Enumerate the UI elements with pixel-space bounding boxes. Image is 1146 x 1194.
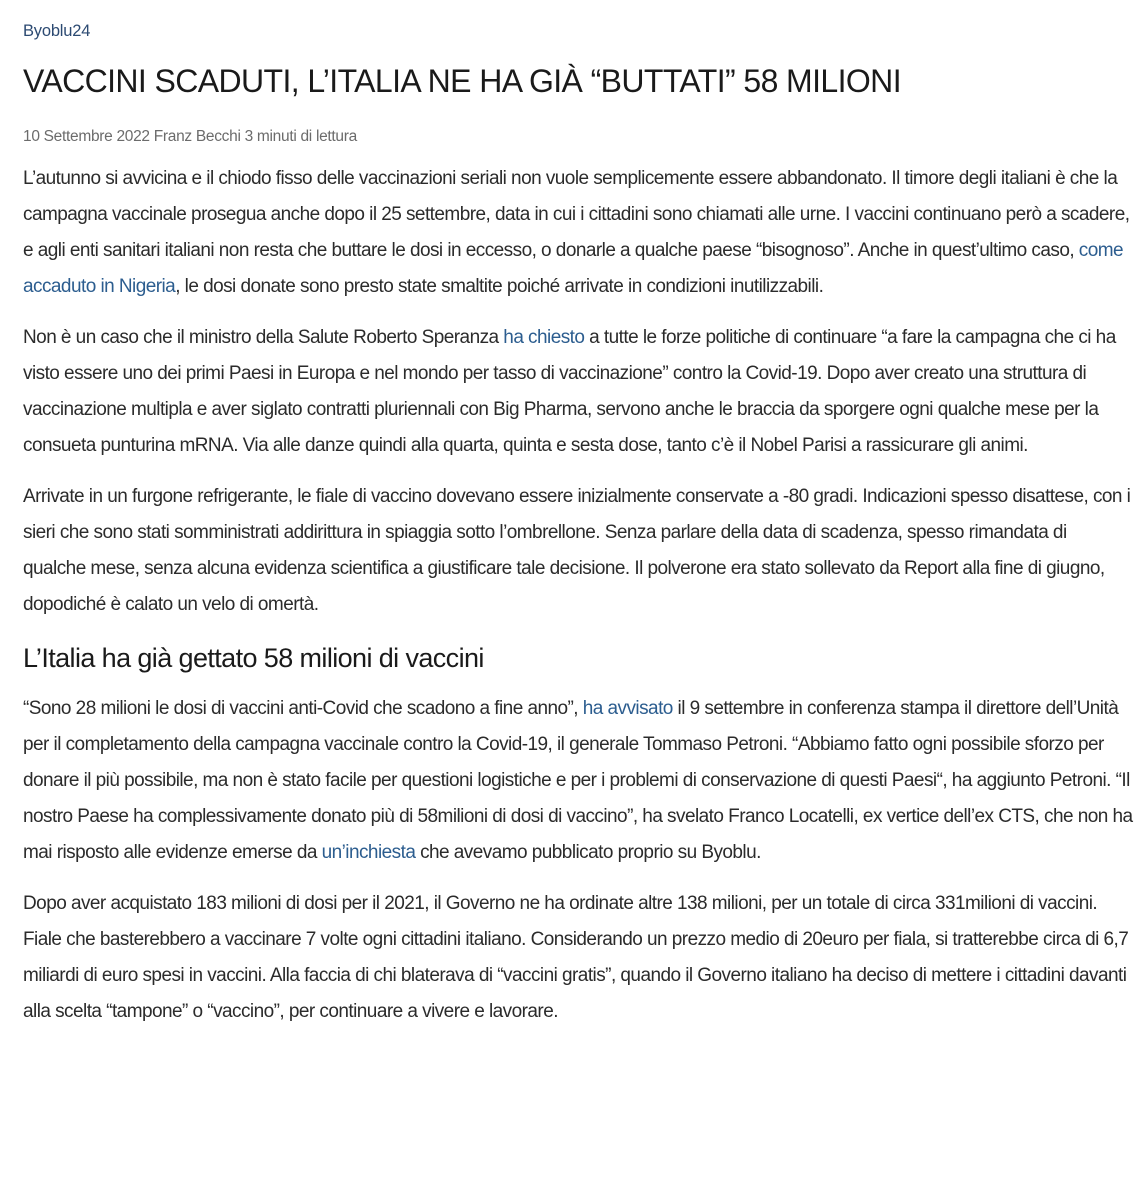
- link-ha-chiesto[interactable]: ha chiesto: [503, 327, 585, 348]
- paragraph-text: L’autunno si avvicina e il chiodo fisso delle vaccinazioni seriali non vuole semplicemente essere abbandonato. Il timore degli italiani è che la campagna vaccinale prosegua anche dopo il 25 settembre, data in cui i cittadini sono chiamati alle urne. I vaccini continuano però a scadere, e agli enti sanitari italiani non resta che buttare le dosi in eccesso, o donarle a qualche paese “bisognoso”. Anche in quest’ultimo caso,: [23, 168, 1130, 261]
- paragraph-4: [23, 691, 1134, 871]
- article-title: VACCINI SCADUTI, L’ITALIA NE HA GIÀ “BUTTATI” 58 MILIONI: [23, 63, 901, 99]
- paragraph-5: Dopo aver acquistato 183 milioni di dosi per il 2021, il Governo ne ha ordinate altre 138 milioni, per un totale di circa 331milioni di vaccini. Fiale che basterebbero a vaccinare 7 volte ogni cittadini italiano. Considerando un prezzo medio di 20euro per fiala, si tratterebbe circa di 6,7 miliardi di euro spesi in vaccini. Alla faccia di chi blaterava di “vaccini gratis”, quando il Governo italiano ha deciso di mettere i cittadini davanti alla scelta “tampone” o “vaccino”, per continuare a vivere e lavorare.: [23, 893, 1129, 1022]
- link-nigeria[interactable]: come accaduto in Nigeria: [23, 240, 1124, 297]
- link-inchiesta[interactable]: un’inchiesta: [321, 842, 416, 863]
- site-name-link[interactable]: Byoblu24: [23, 22, 91, 40]
- paragraph-text: il 9 settembre in conferenza stampa il direttore dell’Unità per il completamento della campagna vaccinale contro la Covid-19, il generale Tommaso Petroni. “Abbiamo fatto ogni possibile sforzo per donare il più possibile, ma non è stato facile per questioni logistiche e per i problemi di conservazione di questi Paesi“, ha aggiunto Petroni. “Il nostro Paese ha complessivamente donato più di 58milioni di dosi di vaccino”, ha svelato Franco Locatelli, ex vertice dell’ex CTS, che non ha mai risposto alle evidenze emerse da: [23, 698, 1133, 863]
- paragraph-text: , le dosi donate sono presto state smaltite poiché arrivate in condizioni inutilizzabili.: [175, 276, 824, 297]
- paragraph-text: “Sono 28 milioni le dosi di vaccini anti-Covid che scadono a fine anno”,: [23, 698, 583, 719]
- section-heading: L’Italia ha già gettato 58 milioni di vaccini: [23, 643, 484, 673]
- paragraph-1: [23, 161, 1134, 305]
- paragraph-text: che avevamo pubblicato proprio su Byoblu.: [415, 842, 761, 863]
- paragraph-text: Non è un caso che il ministro della Salute Roberto Speranza: [23, 327, 504, 348]
- paragraph-text: a tutte le forze politiche di continuare “a fare la campagna che ci ha visto essere uno dei primi Paesi in Europa e nel mondo per tasso di vaccinazione” contro la Covid-19. Dopo aver creato una struttura di vaccinazione multipla e aver siglato contratti pluriennali con Big Pharma, servono anche le braccia da sporgere ogni qualche mese per la consueta punturina mRNA. Via alle danze quindi alla quarta, quinta e sesta dose, tanto c’è il Nobel Parisi a rassicurare gli animi.: [23, 327, 1116, 456]
- article-meta: 10 Settembre 2022 Franz Becchi 3 minuti di lettura: [23, 128, 357, 145]
- link-ha-avvisato[interactable]: ha avvisato: [582, 698, 673, 719]
- paragraph-3: Arrivate in un furgone refrigerante, le fiale di vaccino dovevano essere inizialmente conservate a -80 gradi. Indicazioni spesso disattese, con i sieri che sono stati somministrati addirittura in spiaggia sotto l’ombrellone. Senza parlare della data di scadenza, spesso rimandata di qualche mese, senza alcuna evidenza scientifica a giustificare tale decisione. Il polverone era stato sollevato da Report alla fine di giugno, dopodiché è calato un velo di omertà.: [23, 486, 1131, 615]
- paragraph-2: [23, 320, 1134, 464]
